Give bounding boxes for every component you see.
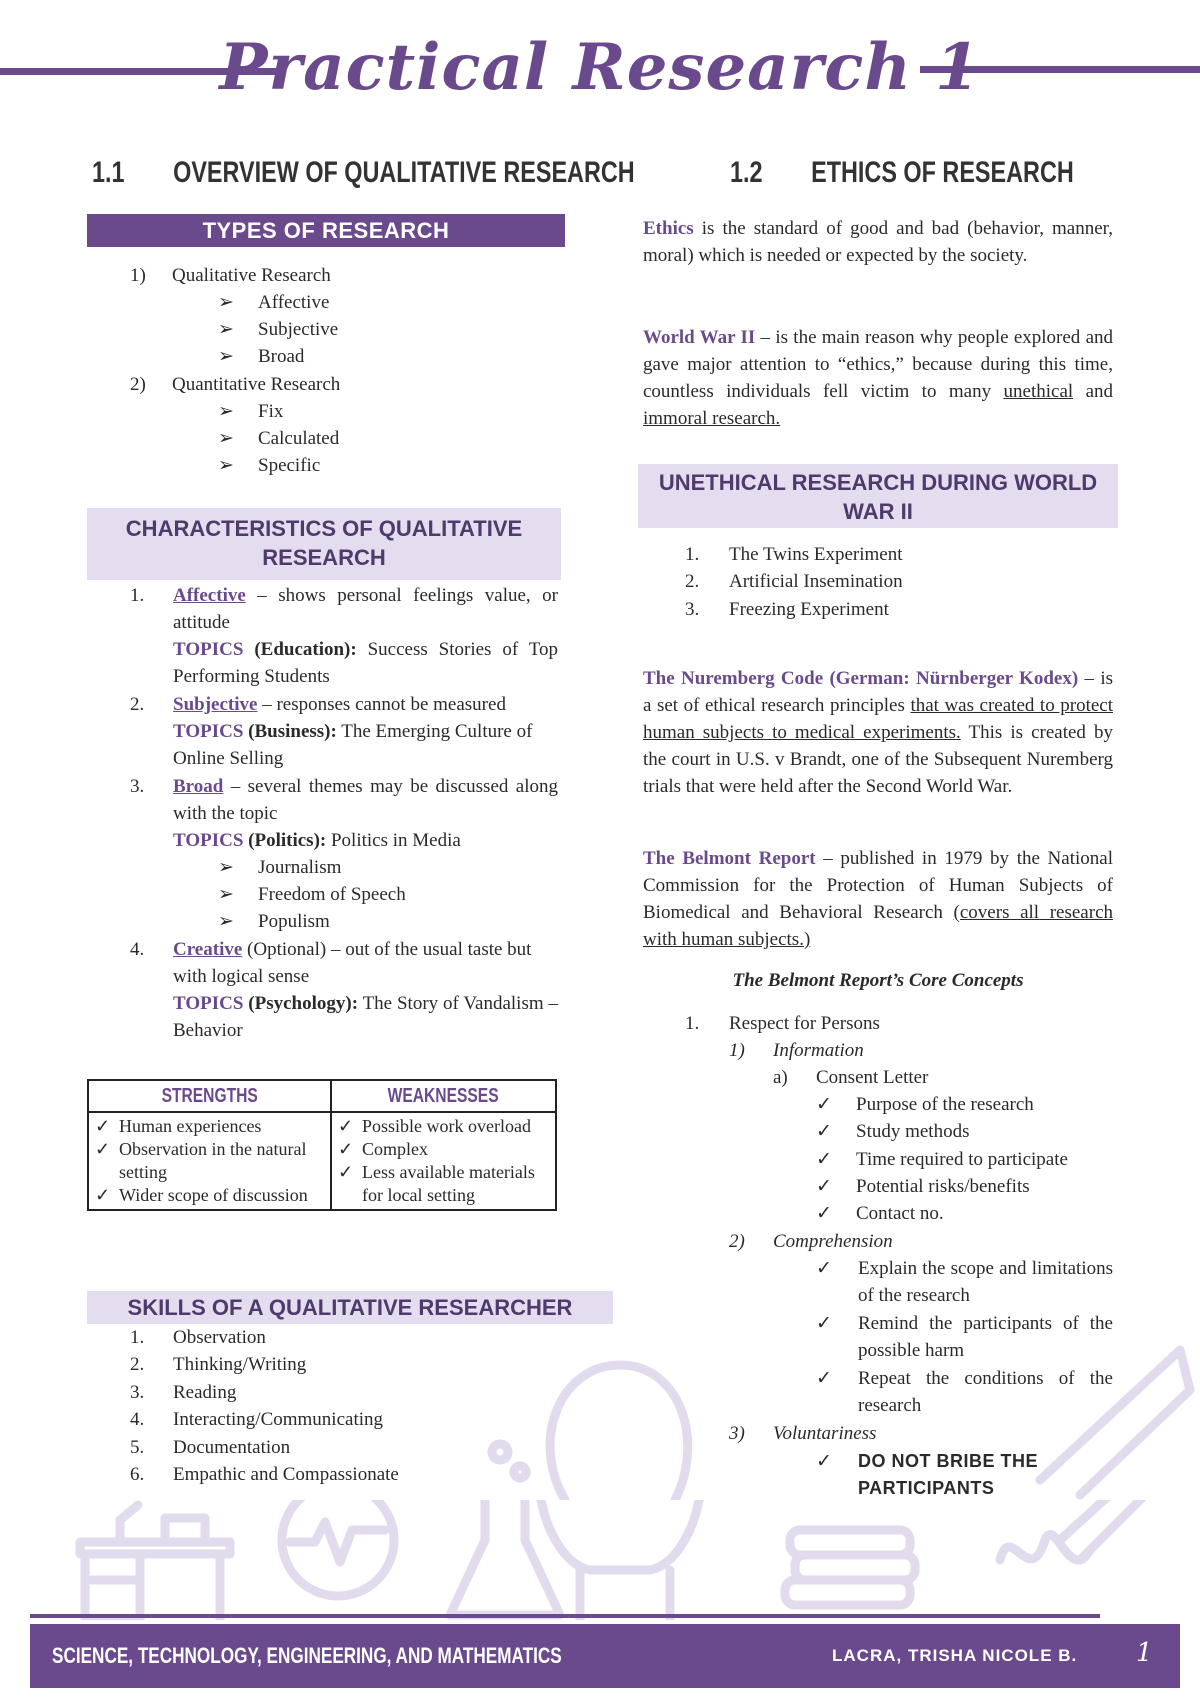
footer-rule (30, 1614, 1100, 1618)
pen-signature-icon (1000, 1500, 1180, 1560)
decorative-illustration (0, 1500, 1200, 1620)
skill-item: 2. Thinking/Writing (130, 1354, 307, 1375)
skill-item: 6. Empathic and Compassionate (130, 1464, 399, 1485)
topic-line: TOPICS (Psychology): The Story of Vandalism – Behavior (173, 993, 558, 1041)
weaknesses-cell (331, 1112, 556, 1210)
ethics-definition: Ethics is the standard of good and bad (behavior, manner, moral) which is needed or expected by the society. (643, 218, 1113, 266)
nuremberg-paragraph: The Nuremberg Code (German: Nürnberger Kodex) – is a set of ethical research principles that was created to protect human subjects to medical experiments. This is created by the court in U.S. v Brandt, one of the Subsequent Nuremberg trials that were held after the Second World War. (643, 668, 1113, 797)
list-number: 1. (130, 585, 145, 606)
characteristic-creative: Creative (Optional) – out of the usual taste but with logical sense (173, 939, 532, 987)
arrow-bullet-icon: ➢ (218, 319, 234, 340)
core-concepts-heading: The Belmont Report’s Core Concepts (732, 970, 1024, 991)
list-number: 4. (130, 939, 145, 960)
scientist-icon (539, 1500, 702, 1620)
list-item: ➢ Subjective (218, 316, 338, 343)
respect-for-persons: 1. Respect for Persons (685, 1013, 880, 1034)
list-item: ➢ Broad (218, 343, 304, 370)
skill-item: 5. Documentation (130, 1437, 291, 1458)
section-title: ETHICS OF RESEARCH (811, 156, 1074, 189)
section-title: OVERVIEW OF QUALITATIVE RESEARCH (173, 156, 635, 189)
check-icon: ✓ (816, 1258, 832, 1279)
bubble-icon (492, 1444, 508, 1460)
arrow-bullet-icon: ➢ (218, 401, 234, 422)
check-icon: ✓ (816, 1451, 832, 1472)
skill-item: 4. Interacting/Communicating (130, 1409, 384, 1430)
ww2-paragraph: World War II – is the main reason why people explored and gave major attention to “ethics,” because during this time, countless individuals fell victim to many unethical and immoral research. (643, 327, 1114, 429)
magnifier-icon (282, 1500, 394, 1596)
arrow-bullet-icon: ➢ (218, 346, 234, 367)
topic-line: TOPICS (Education): Success Stories of Top Performing Students (173, 639, 559, 687)
strengths-cell (88, 1112, 331, 1210)
list-item: ➢ Populism (218, 908, 330, 935)
section-number: 1.2 (730, 156, 763, 189)
page-title: Practical Research 1 (219, 30, 981, 105)
list-number: 2. (130, 694, 145, 715)
skill-item: 1. Observation (130, 1327, 266, 1348)
characteristic-broad: Broad – several themes may be discussed along with the topic (173, 776, 558, 824)
check-icon: ✓ (816, 1176, 832, 1197)
skill-item: 3. Reading (130, 1382, 237, 1403)
decorative-illustration-upper (0, 1330, 1200, 1500)
types-banner: TYPES OF RESEARCH (87, 214, 565, 247)
skills-banner: SKILLS OF A QUALITATIVE RESEARCHER (87, 1291, 613, 1324)
topic-line: TOPICS (Politics): Politics in Media (173, 830, 461, 851)
experiment-item: 1. The Twins Experiment (685, 544, 903, 565)
topic-line: TOPICS (Business): The Emerging Culture of Online Selling (173, 721, 533, 769)
quill-icon (1040, 1350, 1190, 1495)
check-icon: ✓ (816, 1149, 832, 1170)
voluntariness-item: 3) Voluntariness (729, 1423, 877, 1444)
arrow-bullet-icon: ➢ (218, 455, 234, 476)
comprehension-point: Remind the participants of the possible harm (858, 1313, 1113, 1361)
information-item: 1) Information (729, 1040, 864, 1061)
comprehension-point: Repeat the conditions of the research (858, 1368, 1113, 1416)
footer-author: LACRA, TRISHA NICOLE B. (832, 1646, 1078, 1665)
scientist-head-icon (550, 1365, 688, 1500)
arrow-bullet-icon: ➢ (218, 857, 234, 878)
consent-item: ✓ Time required to participate (816, 1146, 1068, 1173)
footer-discipline: SCIENCE, TECHNOLOGY, ENGINEERING, AND MATHEMATICS (52, 1643, 562, 1668)
bubble-icon (514, 1466, 526, 1478)
check-icon: ✓ (816, 1094, 832, 1115)
strength-item: ✓ Wider scope of discussion (119, 1184, 324, 1207)
arrow-bullet-icon: ➢ (218, 428, 234, 449)
belmont-paragraph: The Belmont Report – published in 1979 by the National Commission for the Protection of Human Subjects of Biomedical and Behavioral Research (covers all research with human subjects.) (643, 848, 1113, 950)
list-item: ➢ Fix (218, 398, 283, 425)
section-heading-1-2 (730, 156, 1074, 190)
experiment-item: 3. Freezing Experiment (685, 599, 889, 620)
consent-item: ✓ Purpose of the research (816, 1091, 1034, 1118)
characteristic-affective: Affective – shows personal feelings value, or attitude (173, 585, 558, 633)
strengths-weaknesses-table (87, 1079, 557, 1211)
section-heading-1-1 (92, 156, 635, 190)
strength-item: ✓ Human experiences (119, 1115, 324, 1138)
check-icon: ✓ (816, 1313, 832, 1334)
voluntariness-point: DO NOT BRIBE THE PARTICIPANTS (858, 1451, 1039, 1498)
list-item: ➢ Freedom of Speech (218, 881, 406, 908)
list-item: ➢ Calculated (218, 425, 339, 452)
type-quantitative: 2) Quantitative Research (130, 374, 341, 395)
check-icon: ✓ (816, 1368, 832, 1389)
page-number: 1 (1136, 1638, 1153, 1668)
experiment-item: 2. Artificial Insemination (685, 571, 903, 592)
characteristics-banner: CHARACTERISTICS OF QUALITATIVE RESEARCH (87, 508, 561, 580)
strength-item: ✓ Observation in the natural setting (119, 1138, 324, 1184)
arrow-bullet-icon: ➢ (218, 884, 234, 905)
books-icon (785, 1530, 915, 1605)
list-item: ➢ Affective (218, 289, 329, 316)
section-number: 1.1 (92, 156, 125, 189)
weakness-item: ✓ Possible work overload (362, 1115, 549, 1138)
comprehension-point: Explain the scope and limitations of the research (858, 1258, 1113, 1306)
consent-item: ✓ Study methods (816, 1118, 969, 1145)
comprehension-item: 2) Comprehension (729, 1231, 893, 1252)
check-icon: ✓ (816, 1121, 832, 1142)
consent-letter-item: a) Consent Letter (773, 1067, 929, 1088)
list-number: 3. (130, 776, 145, 797)
list-item: ➢ Specific (218, 452, 320, 479)
type-qualitative: 1) Qualitative Research (130, 265, 331, 286)
strengths-header: STRENGTHS (88, 1080, 331, 1112)
characteristic-subjective: Subjective – responses cannot be measured (173, 694, 506, 715)
weakness-item: ✓ Less available materials for local setting (362, 1161, 549, 1207)
list-item: ➢ Journalism (218, 854, 341, 881)
consent-item: ✓ Potential risks/benefits (816, 1173, 1030, 1200)
desk-icon (80, 1505, 230, 1620)
arrow-bullet-icon: ➢ (218, 292, 234, 313)
check-icon: ✓ (816, 1203, 832, 1224)
unethical-research-banner: UNETHICAL RESEARCH DURING WORLD WAR II (638, 464, 1118, 528)
weaknesses-header: WEAKNESSES (331, 1080, 556, 1112)
arrow-bullet-icon: ➢ (218, 911, 234, 932)
consent-item: ✓ Contact no. (816, 1200, 944, 1227)
weakness-item: ✓ Complex (362, 1138, 549, 1161)
